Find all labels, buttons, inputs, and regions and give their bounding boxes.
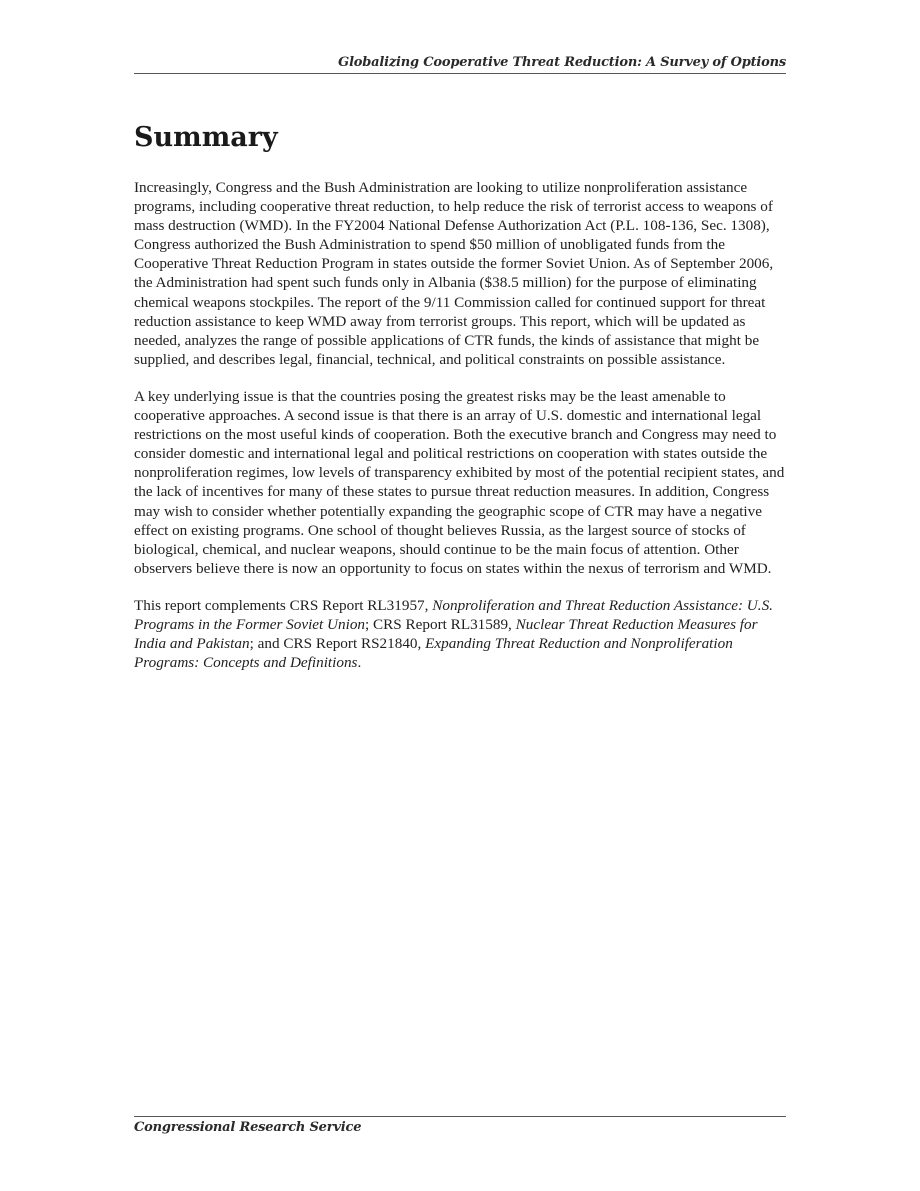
references-end: .	[357, 654, 362, 672]
summary-paragraph-1: Increasingly, Congress and the Bush Administration are looking to utilize nonproliferation assistance programs, including cooperative threat reduction, to help reduce the risk of terrorist access to weapons of mass destruction (WMD). In the FY2004 National Defense Authorization Act (P.L. 108-136, Sec. 1308), Congress authorized the Bush Administration to spend $50 million of unobligated funds from the Cooperative Threat Reduction Program in states outside the former Soviet Union. As of September 2006, the Administration had spent such funds only in Albania ($38.5 million) for the purpose of eliminating chemical weapons stockpiles. The report of the 9/11 Commission called for continued support for threat reduction assistance to keep WMD away from terrorist groups. This report, which will be updated as needed, analyzes the range of possible applications of CTR funds, the kinds of assistance that might be supplied, and describes legal, financial, technical, and political constraints on possible assistance.	[134, 179, 774, 368]
reference-title-rl31589: Nuclear Threat Reduction Measures for India and Pakistan	[134, 615, 758, 653]
summary-paragraph-2: A key underlying issue is that the countries posing the greatest risks may be the least amenable to cooperative approaches. A second issue is that there is an array of U.S. domestic and international legal restrictions on the most useful kinds of cooperation. Both the executive branch and Congress may need to consider domestic and international legal and political restrictions on cooperation with states outside the nonproliferation regimes, low levels of transparency exhibited by most of the potential recipient states, and the lack of incentives for many of these states to pursue threat reduction measures. In addition, Congress may wish to consider whether potentially expanding the geographic scope of CTR may have a negative effect on existing programs. One school of thought believes Russia, as the largest source of stocks of biological, chemical, and nuclear weapons, should continue to be the main focus of attention. Other observers believe there is now an opportunity to focus on states within the nexus of terrorism and WMD.	[134, 387, 785, 577]
related-reports-paragraph	[134, 596, 788, 672]
header-rule	[134, 73, 786, 74]
running-header: Globalizing Cooperative Threat Reduction: A Survey of Options	[338, 55, 786, 70]
reference-title-rs21840: Expanding Threat Reduction and Nonproliferation Programs: Concepts and Definitions	[134, 635, 733, 672]
footer-rule	[134, 1116, 786, 1117]
references-separator-1: ; CRS Report RL31589,	[365, 615, 516, 633]
reference-title-rl31957: Nonproliferation and Threat Reduction Assistance: U.S. Programs in the Former Soviet Union	[134, 596, 773, 633]
summary-body	[134, 178, 788, 690]
references-intro: This report complements CRS Report RL31957,	[134, 596, 433, 614]
page-title: Summary	[134, 122, 278, 153]
references-separator-2: ; and CRS Report RS21840,	[249, 635, 426, 653]
footer-publisher: Congressional Research Service	[134, 1120, 362, 1135]
